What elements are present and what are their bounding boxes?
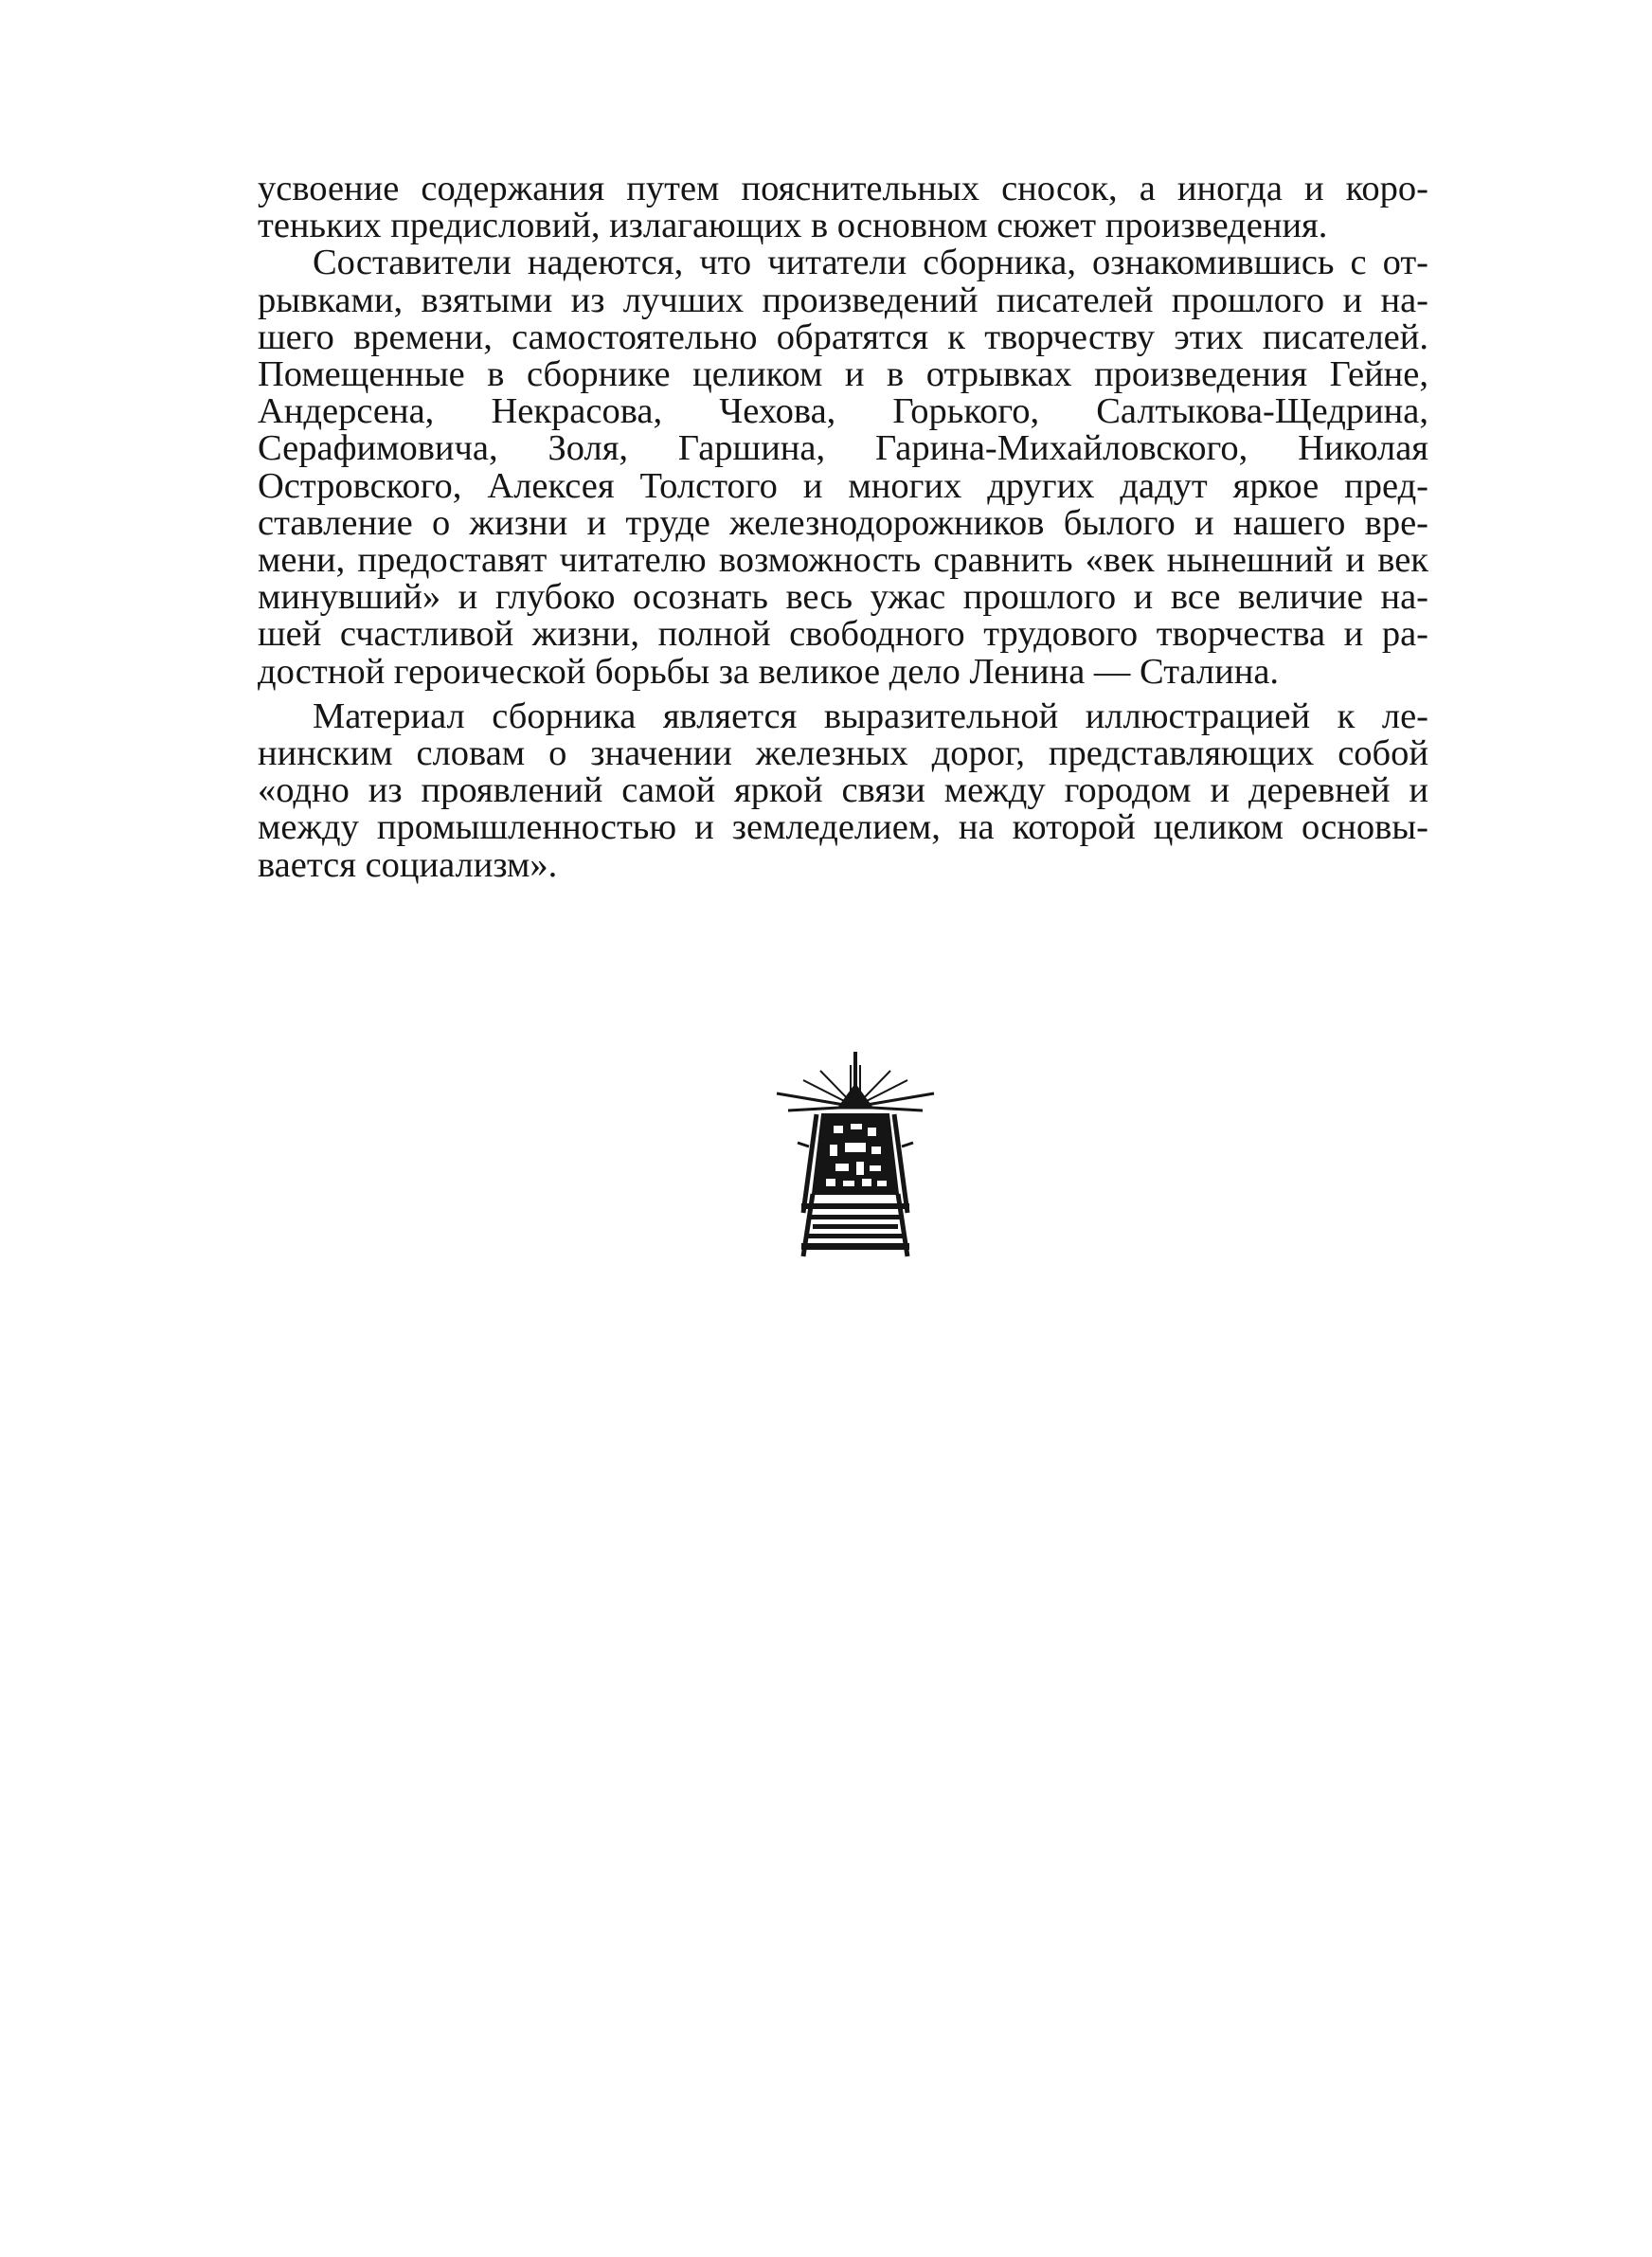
text-line: Помещенные в сборнике целиком и в отрывках произведения Гейне, (258, 356, 1428, 394)
paragraph-2 (258, 244, 1428, 690)
text-line: рывками, взятыми из лучших произведений писателей прошлого и на- (258, 281, 1428, 319)
text-line: «одно из проявлений самой яркой связи между городом и деревней и (258, 772, 1428, 810)
text-line: шего времени, самостоятельно обратятся к творчеству этих писателей. (258, 318, 1428, 357)
text-line: нинским словам о значении железных дорог, представляющих собой (258, 735, 1428, 773)
text-line: Андерсена, Некрасова, Чехова, Горького, Салтыкова-Щедрина, (258, 393, 1428, 431)
paragraph-1 (258, 171, 1428, 244)
text-line: шей счастливой жизни, полной свободного трудового творчества и ра- (258, 616, 1428, 654)
text-line: вается социализм». (258, 846, 558, 884)
text-line: Островского, Алексея Толстого и многих других дадут яркое пред- (258, 467, 1428, 505)
text-line: между промышленностью и земледелием, на которой целиком основы- (258, 809, 1428, 847)
text-line: Материал сборника является выразительной иллюстрацией к ле- (313, 697, 1428, 736)
text-line: усвоение содержания путем пояснительных сносок, а иногда и коро- (258, 171, 1428, 208)
text-line: ставление о жизни и труде железнодорожников былого и нашего вре- (258, 504, 1428, 543)
text-line: Составители надеются, что читатели сборника, ознакомившись с от- (313, 244, 1428, 282)
text-line: мени, предоставят читателю возможность сравнить «век нынешний и век (258, 542, 1428, 580)
text-line: минувший» и глубоко осознать весь ужас прошлого и все величие на- (258, 579, 1428, 617)
paragraph-3 (258, 698, 1428, 884)
text-line: теньких предисловий, излагающих в основном сюжет произведения. (258, 208, 1328, 245)
text-line: Серафимовича, Золя, Гаршина, Гарина-Михайловского, Николая (258, 430, 1428, 468)
railway-star-emblem-icon (775, 1052, 936, 1258)
body-text (258, 171, 1428, 884)
text-line: достной героической борьбы за великое дело Ленина — Сталина. (258, 653, 1280, 691)
